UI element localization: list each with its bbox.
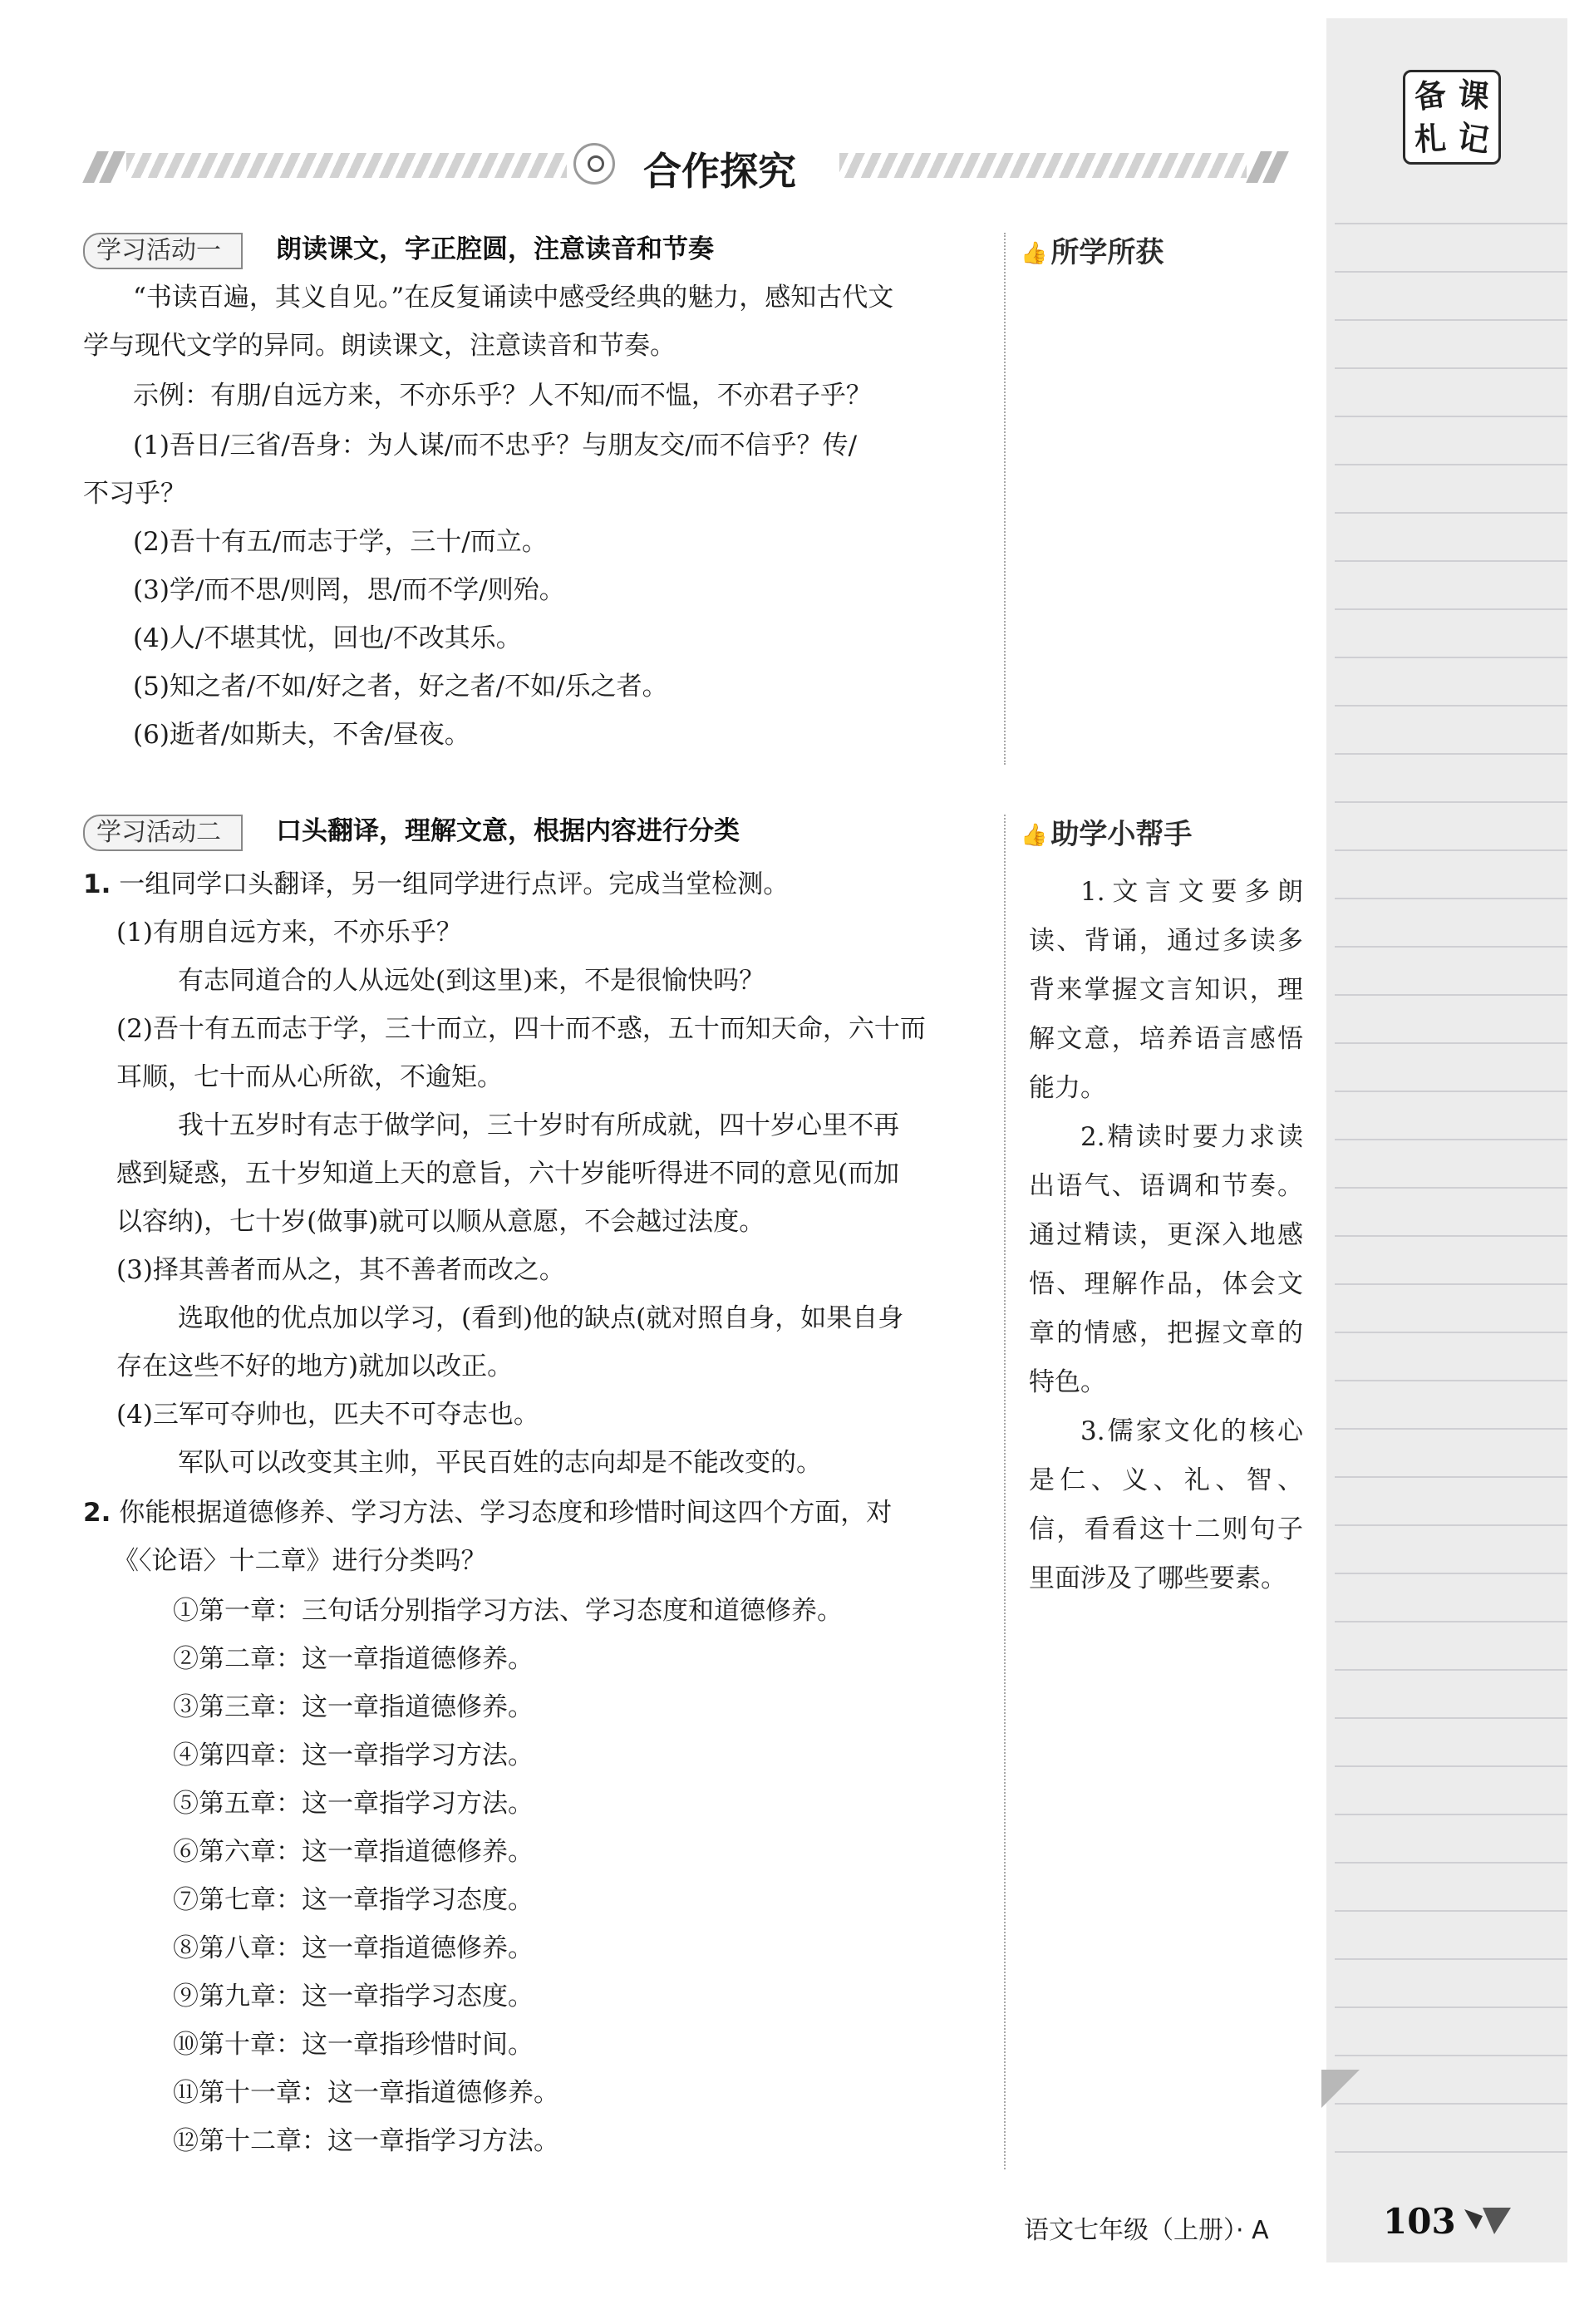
translation-source: (3)择其善者而从之，其不善者而改之。 xyxy=(116,1255,565,1285)
notes-ruled-line xyxy=(1335,1235,1567,1237)
answer-item: ⑨第九章：这一章指学习态度。 xyxy=(173,1982,534,2011)
notes-ruled-line xyxy=(1335,223,1567,224)
answer-item: ④第四章：这一章指学习方法。 xyxy=(173,1741,534,1770)
notes-ruled-line xyxy=(1335,2103,1567,2105)
notes-ruled-line xyxy=(1335,1332,1567,1333)
notes-ruled-line xyxy=(1335,946,1567,948)
notes-ruled-line xyxy=(1335,1139,1567,1140)
activity-1-title: 朗读课文，字正腔圆，注意读音和节奏 xyxy=(276,234,714,264)
notes-ruled-line xyxy=(1335,416,1567,417)
notes-ruled-line xyxy=(1335,1187,1567,1189)
notes-ruled-line xyxy=(1335,1717,1567,1719)
answer-item: ⑦第七章：这一章指学习态度。 xyxy=(173,1885,534,1915)
question-2 xyxy=(83,1496,892,1529)
question-text: 你能根据道德修养、学习方法、学习态度和珍惜时间这四个方面，对 xyxy=(111,1498,893,1528)
column-divider xyxy=(1004,815,1006,2169)
notes-ruled-line xyxy=(1335,657,1567,658)
notes-ruled-line xyxy=(1335,1091,1567,1092)
notes-ruled-line xyxy=(1335,1283,1567,1285)
notes-ruled-line xyxy=(1335,2006,1567,2008)
notes-ruled-line xyxy=(1335,512,1567,514)
activity-1-intro: 学与现代文学的异同。朗读课文，注意读音和节奏。 xyxy=(83,331,676,361)
question-number: 1. xyxy=(83,869,111,899)
notes-column xyxy=(1326,18,1567,2262)
helper-tip: 2.精读时要力求读出语气、语调和节奏。通过精读，更深入地感悟、理解作品，体会文章的情感，把握文章的特色。 xyxy=(1029,1122,1303,1397)
answer-item: ③第三章：这一章指道德修养。 xyxy=(173,1692,534,1722)
stamp-char: 札 xyxy=(1413,119,1448,159)
notes-ruled-line xyxy=(1335,1910,1567,1912)
notes-ruled-line xyxy=(1335,271,1567,273)
notes-ruled-line xyxy=(1335,560,1567,562)
notes-ruled-line xyxy=(1335,1765,1567,1767)
notes-ruled-line xyxy=(1335,1428,1567,1430)
translation-source: (4)三军可夺帅也，匹夫不可夺志也。 xyxy=(116,1400,539,1430)
column-divider xyxy=(1004,233,1006,765)
question-2-text: 《〈论语〉十二章》进行分类吗？ xyxy=(113,1546,487,1576)
question-number: 2. xyxy=(83,1498,111,1528)
notes-ruled-line xyxy=(1335,608,1567,610)
notes-ruled-line xyxy=(1335,1862,1567,1864)
translation-source: (1)有朋自远方来，不亦乐乎？ xyxy=(116,918,462,948)
notes-ruled-line xyxy=(1335,1621,1567,1622)
header-bar-left xyxy=(126,153,567,178)
section-title: 合作探究 xyxy=(635,141,804,196)
activity-1-intro: “书读百遍，其义自见。”在反复诵读中感受经典的魅力，感知古代文 xyxy=(133,283,894,313)
magnifier-icon xyxy=(573,143,615,185)
activity-1-item: (3)学/而不思/则罔，思/而不学/则殆。 xyxy=(133,575,565,605)
helper-tip: 3.儒家文化的核心是仁、义、礼、智、信，看看这十二则句子里面涉及了哪些要素。 xyxy=(1029,1416,1303,1593)
footer-book-title: 语文七年级（上册）· A xyxy=(1024,2216,1269,2245)
notes-stamp-logo xyxy=(1403,70,1501,165)
thumbs-up-icon: 👍 xyxy=(1021,823,1048,848)
answer-item: ②第二章：这一章指道德修养。 xyxy=(173,1644,534,1674)
sidebar-title-text: 所学所获 xyxy=(1050,236,1164,269)
translation-text: 感到疑惑，五十岁知道上天的意旨，六十岁能听得进不同的意见(而加 xyxy=(116,1159,900,1189)
notes-ruled-line xyxy=(1335,801,1567,803)
notes-ruled-line xyxy=(1335,464,1567,465)
sidebar-title-gains xyxy=(1021,229,1164,270)
activity-1-item: (6)逝者/如斯夫，不舍/昼夜。 xyxy=(133,720,470,750)
thumbs-up-icon: 👍 xyxy=(1021,241,1048,266)
sidebar-helper-text xyxy=(1029,868,1303,1603)
answer-item: ⑤第五章：这一章指学习方法。 xyxy=(173,1789,534,1819)
notes-ruled-line xyxy=(1335,898,1567,899)
answer-item: ①第一章：三句话分别指学习方法、学习态度和道德修养。 xyxy=(173,1596,843,1626)
activity-2-title: 口头翻译，理解文意，根据内容进行分类 xyxy=(276,816,740,846)
page-number: 103 xyxy=(1383,2201,1456,2242)
notes-ruled-line xyxy=(1335,1042,1567,1044)
page-corner-mark xyxy=(1321,2070,1360,2108)
notes-ruled-line xyxy=(1335,1380,1567,1381)
activity-1-tag: 学习活动一 xyxy=(83,233,243,269)
translation-text: 选取他的优点加以学习，(看到)他的缺点(就对照自身，如果自身 xyxy=(178,1303,904,1333)
activity-1-item: (5)知之者/不如/好之者，好之者/不如/乐之者。 xyxy=(133,672,668,702)
header-bar-right xyxy=(839,153,1247,178)
answer-item: ⑩第十章：这一章指珍惜时间。 xyxy=(173,2030,534,2060)
translation-text: 存在这些不好的地方)就加以改正。 xyxy=(116,1352,514,1381)
notes-ruled-line xyxy=(1335,994,1567,996)
stamp-char: 记 xyxy=(1455,118,1492,160)
activity-1-item: (1)吾日/三省/吾身：为人谋/而不忠乎？与朋友交/而不信乎？传/ xyxy=(133,431,858,460)
translation-source: (2)吾十有五而志于学，三十而立，四十而不惑，五十而知天命，六十而 xyxy=(116,1014,926,1044)
translation-text: 有志同道合的人从远处(到这里)来，不是很愉快吗？ xyxy=(178,966,765,996)
notes-ruled-line xyxy=(1335,753,1567,755)
notes-ruled-line xyxy=(1335,367,1567,369)
notes-ruled-line xyxy=(1335,849,1567,851)
stamp-char: 备 xyxy=(1412,75,1449,116)
answer-item: ⑧第八章：这一章指道德修养。 xyxy=(173,1933,534,1963)
notes-ruled-line xyxy=(1335,1814,1567,1815)
activity-1-example: 示例：有朋/自远方来，不亦乐乎？人不知/而不愠，不亦君子乎？ xyxy=(133,381,872,411)
footer-arrow-icon xyxy=(1464,2204,1511,2236)
notes-ruled-line xyxy=(1335,705,1567,707)
translation-text: 我十五岁时有志于做学问，三十岁时有所成就，四十岁心里不再 xyxy=(178,1110,899,1140)
notes-ruled-line xyxy=(1335,1958,1567,1960)
question-1 xyxy=(83,868,789,901)
activity-1-item: (2)吾十有五/而志于学，三十/而立。 xyxy=(133,527,548,557)
notes-ruled-line xyxy=(1335,2151,1567,2153)
activity-1-item: 不习乎？ xyxy=(83,479,186,509)
answer-item: ⑫第十二章：这一章指学习方法。 xyxy=(173,2126,559,2156)
notes-ruled-line xyxy=(1335,1573,1567,1574)
activity-2-tag: 学习活动二 xyxy=(83,815,243,851)
notes-ruled-line xyxy=(1335,1476,1567,1478)
activity-1-item: (4)人/不堪其忧，回也/不改其乐。 xyxy=(133,623,522,653)
helper-tip: 1.文言文要多朗读、背诵，通过多读多背来掌握文言知识，理解文意，培养语言感悟能力。 xyxy=(1029,877,1303,1103)
sidebar-title-helper xyxy=(1021,811,1192,852)
answer-item: ⑥第六章：这一章指道德修养。 xyxy=(173,1837,534,1867)
stamp-char: 课 xyxy=(1455,76,1492,116)
notes-ruled-line xyxy=(1335,319,1567,321)
notes-ruled-line xyxy=(1335,1669,1567,1671)
translation-text: 军队可以改变其主帅，平民百姓的志向却是不能改变的。 xyxy=(178,1448,822,1478)
answer-item: ⑪第十一章：这一章指道德修养。 xyxy=(173,2078,559,2108)
translation-source: 耳顺，七十而从心所欲，不逾矩。 xyxy=(116,1062,503,1092)
notes-ruled-line xyxy=(1335,1524,1567,1526)
notes-ruled-line xyxy=(1335,2055,1567,2056)
sidebar-title-text: 助学小帮手 xyxy=(1050,818,1193,851)
translation-text: 以容纳)，七十岁(做事)就可以顺从意愿，不会越过法度。 xyxy=(116,1207,765,1237)
question-text: 一组同学口头翻译，另一组同学进行点评。完成当堂检测。 xyxy=(111,869,790,899)
